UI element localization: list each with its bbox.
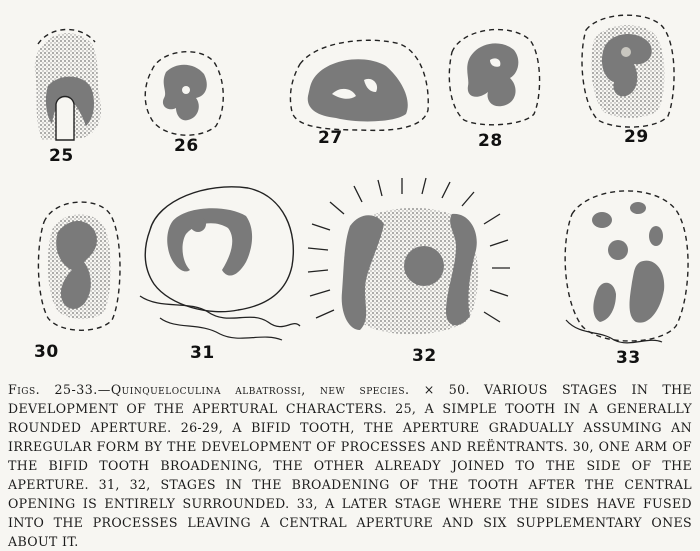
- figure-label-30: 30: [34, 342, 59, 362]
- fig-27-drawing: [290, 40, 428, 130]
- caption-body: × 50. VARIOUS STAGES IN THE DEVELOPMENT OF THE APERTURAL CHARACTERS. 25, A SIMPLE TOOTH IN A GENERALLY ROUNDED APERTURE. 26-29, A BIFID TOOTH, THE APERTURE GRADUALLY ASSUMING AN IRREGULAR FORM BY THE DEVELOPMENT OF PROCESSES AND REËNTRANTS. 30, ONE ARM OF THE BIFID TOOTH BROADENING, THE OTHER ALREADY JOINED TO THE SIDE OF THE APERTURE. 31, 32, STAGES IN THE BROADENING OF THE TOOTH AFTER THE CENTRAL OPENING IS ENTIRELY SURROUNDED. 33, A LATER STAGE WHERE THE SIDES HAVE FUSED INTO THE PROCESSES LEAVING A CENTRAL APERTURE AND SIX SUPPLEMENTARY ONES ABOUT IT.: [8, 382, 692, 549]
- fig-28-drawing: [449, 30, 539, 125]
- fig-32-drawing: [308, 178, 510, 334]
- fig-29-drawing: [582, 15, 674, 127]
- figure-label-25: 25: [49, 146, 74, 166]
- figure-label-26: 26: [174, 136, 199, 156]
- fig-26-drawing: [145, 52, 223, 135]
- caption-lead: Figs. 25-33.—Quinqueloculina albatrossi, new species.: [8, 382, 410, 397]
- figure-label-27: 27: [318, 128, 343, 148]
- fig-31-drawing: [140, 187, 300, 340]
- fig-30-drawing: [38, 202, 120, 330]
- figure-label-29: 29: [624, 127, 649, 147]
- fig-25-drawing: [35, 29, 101, 140]
- figure-label-28: 28: [478, 131, 503, 151]
- figure-label-32: 32: [412, 346, 437, 366]
- figure-caption: [8, 380, 692, 551]
- figure-label-33: 33: [616, 348, 641, 368]
- figure-label-31: 31: [190, 343, 215, 363]
- fig-33-drawing: [565, 191, 688, 343]
